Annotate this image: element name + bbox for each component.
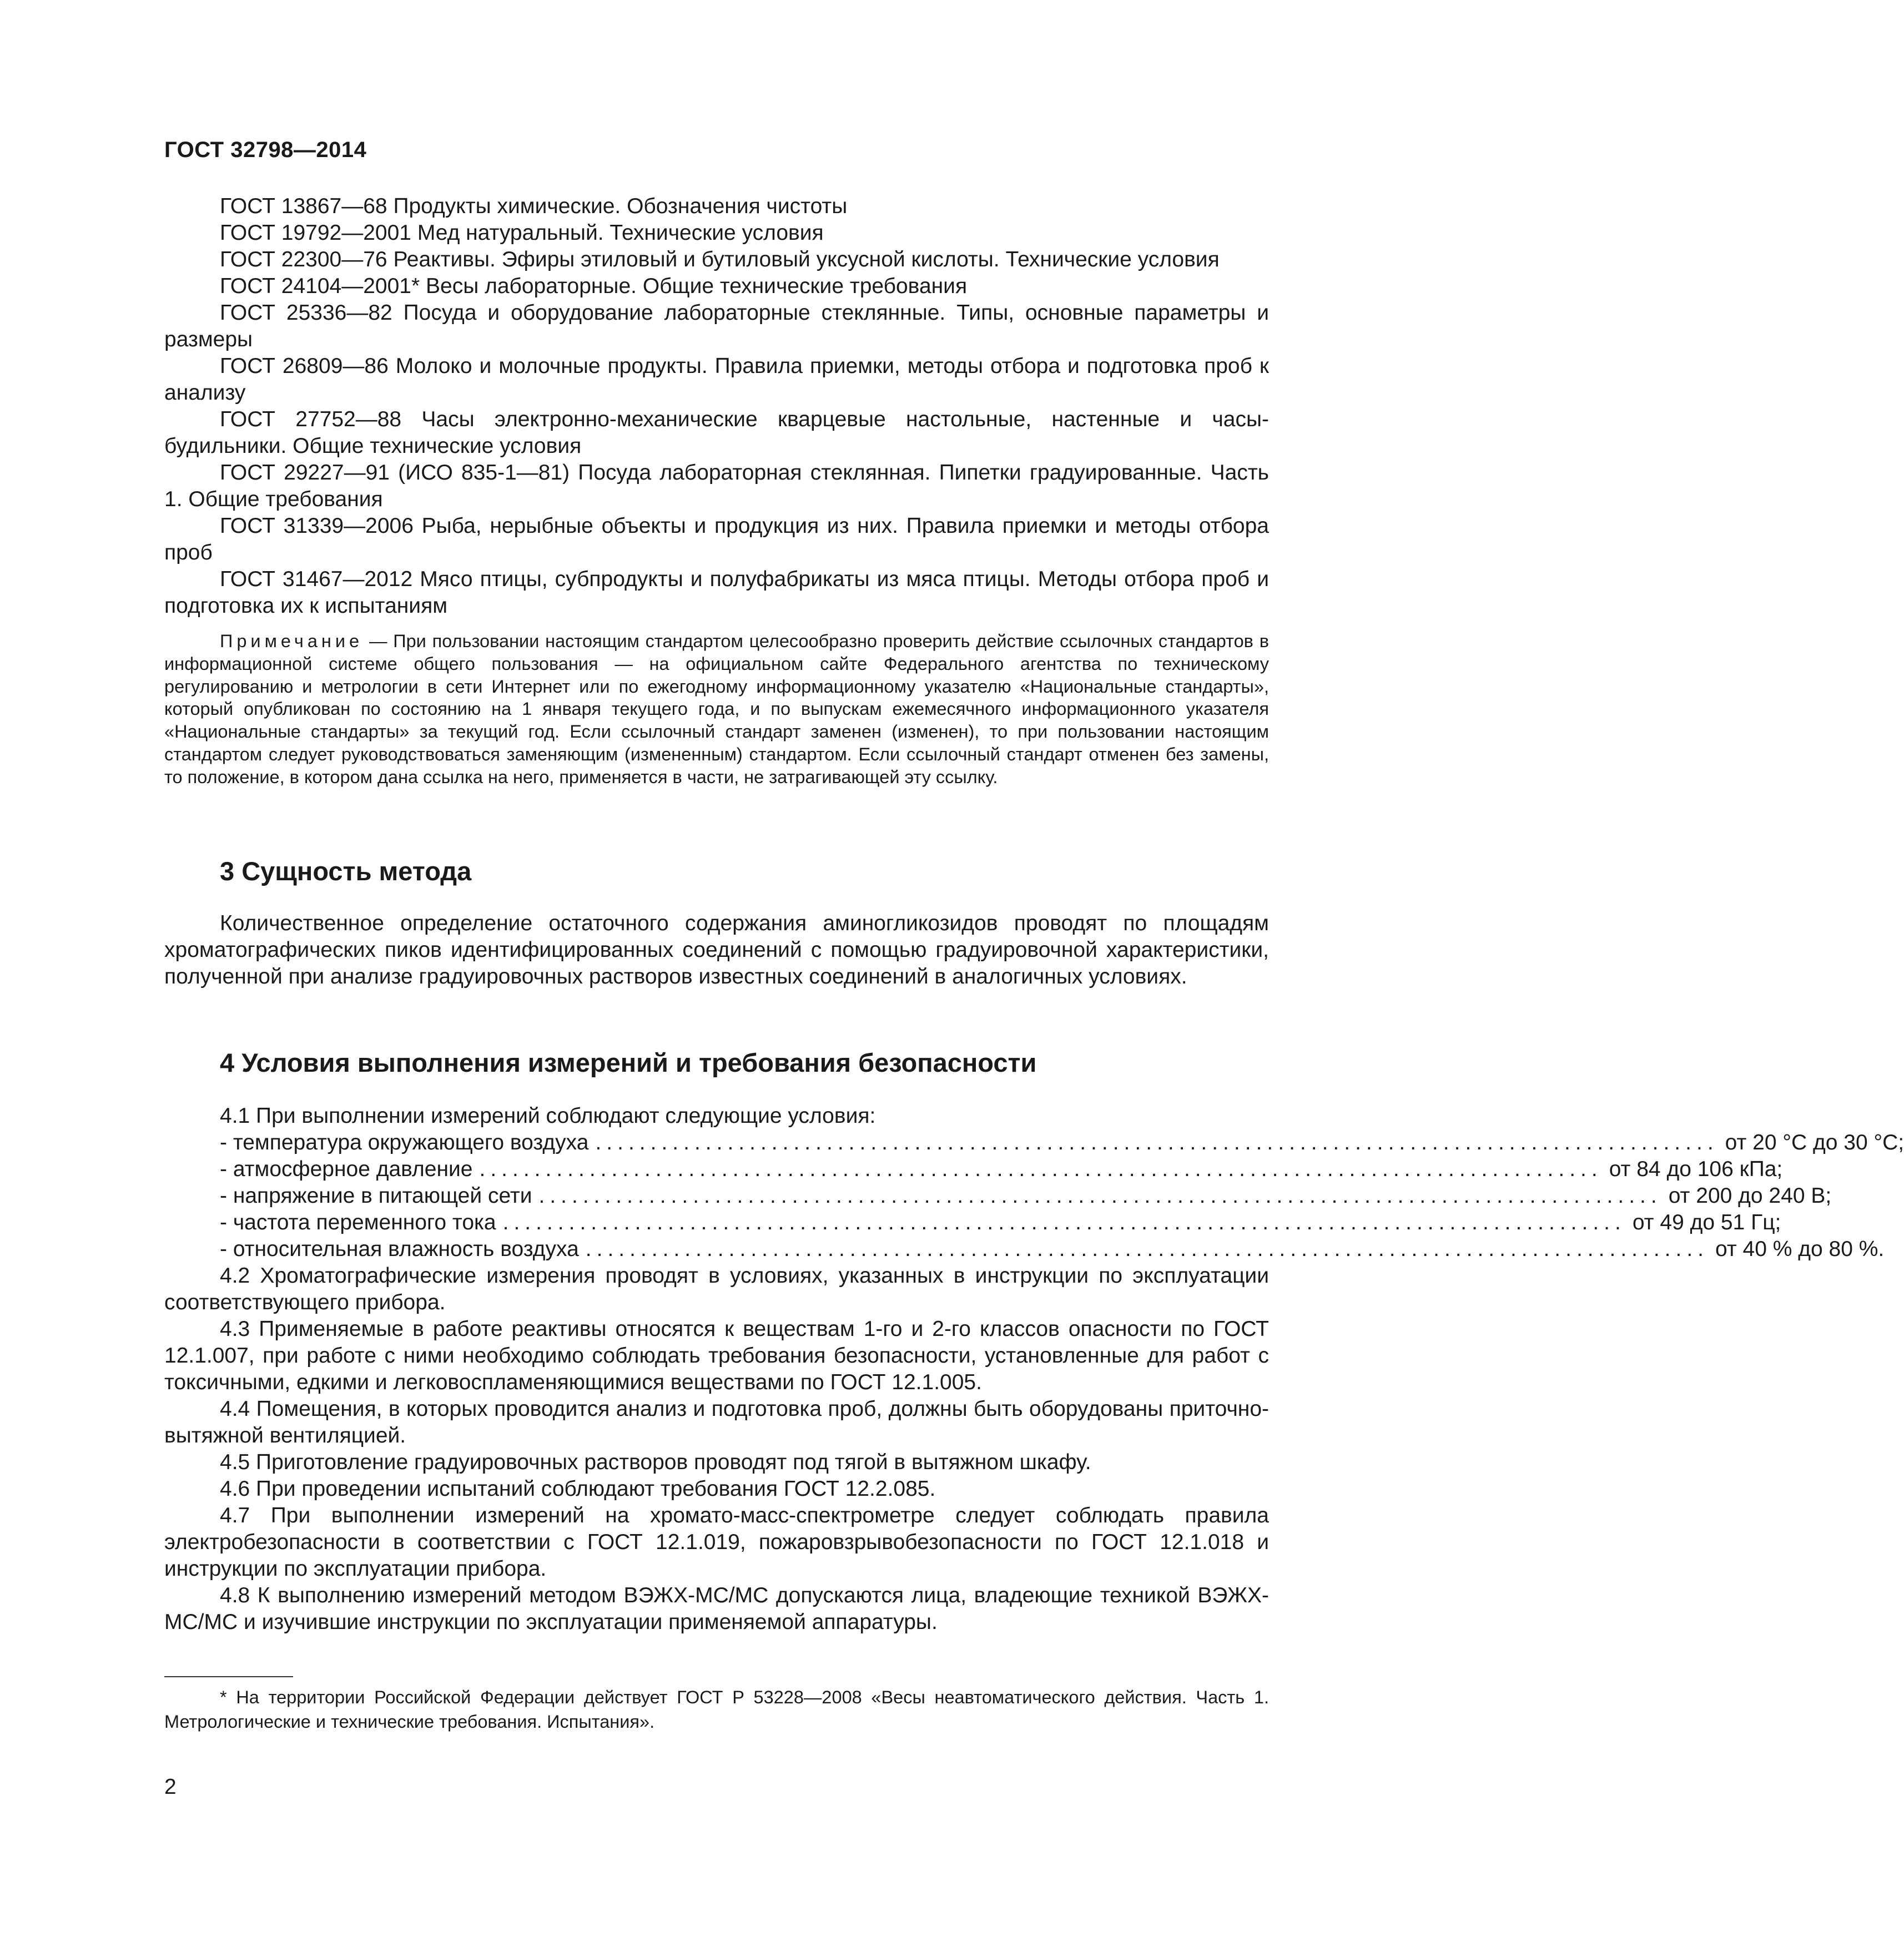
condition-row bbox=[164, 1129, 1904, 1156]
reference-item: ГОСТ 31339—2006 Рыба, нерыбные объекты и продукция из них. Правила приемки и методы отбора проб bbox=[164, 514, 1269, 564]
section-3-body bbox=[164, 910, 1269, 990]
condition-row bbox=[164, 1236, 1885, 1263]
section-4-paragraph: 4.2 Хроматографические измерения проводят в условиях, указанных в инструкции по эксплуатации соответствующего прибора. bbox=[164, 1264, 1269, 1314]
section-4-paragraph: 4.8 К выполнению измерений методом ВЭЖХ-МС/МС допускаются лица, владеющие техникой ВЭЖХ-МС/МС и изучившие инструкции по эксплуатации применяемой аппаратуры. bbox=[164, 1583, 1269, 1634]
condition-value: от 20 °С до 30 °С; bbox=[1725, 1131, 1904, 1154]
document-code-header: ГОСТ 32798—2014 bbox=[164, 138, 367, 162]
condition-value: от 40 % до 80 %. bbox=[1715, 1237, 1885, 1261]
reference-item: ГОСТ 13867—68 Продукты химические. Обозначения чистоты bbox=[220, 194, 848, 218]
section-4-title: 4 Условия выполнения измерений и требования безопасности bbox=[220, 1048, 1037, 1077]
note-label: Примечание bbox=[220, 631, 364, 651]
dot-leader: ...................................................................................................... bbox=[479, 1157, 1603, 1181]
section-4-paragraph: 4.4 Помещения, в которых проводится анализ и подготовка проб, должны быть оборудованы приточно-вытяжной вентиляцией. bbox=[164, 1397, 1269, 1447]
note-text: — При пользовании настоящим стандартом целесообразно проверить действие ссылочных стандартов в информационной системе общего пользования — на официальном сайте Федерального агентства по техническому регулированию и метрологии в сети Интернет или по ежегодному информационному указателю «Национальные стандарты», который опубликован по состоянию на 1 января текущего года, и по выпускам ежемесячного информационного указателя «Национальные стандарты» за текущий год. Если ссылочный стандарт заменен (изменен), то при пользовании настоящим стандартом следует руководствоваться заменяющим (измененным) стандартом. Если ссылочный стандарт отменен без замены, то положение, в котором дана ссылка на него, применяется в части, не затрагивающей эту ссылку. bbox=[164, 631, 1269, 787]
condition-row bbox=[164, 1183, 1832, 1209]
section-4-paragraph: 4.6 При проведении испытаний соблюдают требования ГОСТ 12.2.085. bbox=[220, 1477, 936, 1501]
page-number: 2 bbox=[164, 1775, 177, 1799]
dot-leader: ...................................................................................................... bbox=[502, 1210, 1626, 1234]
footnote: * На территории Российской Федерации действует ГОСТ Р 53228—2008 «Весы неавтоматического действия. Часть 1. Метрологические и технические требования. Испытания». bbox=[164, 1687, 1269, 1732]
reference-item: ГОСТ 31467—2012 Мясо птицы, субпродукты и полуфабрикаты из мяса птицы. Методы отбора проб и подготовка их к испытаниям bbox=[164, 567, 1269, 618]
footnote-divider bbox=[164, 1676, 293, 1677]
reference-item: ГОСТ 27752—88 Часы электронно-механические кварцевые настольные, настенные и часы-будильники. Общие технические условия bbox=[164, 407, 1269, 458]
dot-leader: ...................................................................................................... bbox=[585, 1237, 1709, 1261]
reference-item: ГОСТ 24104—2001* Весы лабораторные. Общие технические требования bbox=[220, 274, 968, 298]
condition-label: - напряжение в питающей сети bbox=[220, 1184, 532, 1208]
reference-list bbox=[164, 193, 1269, 619]
section-3-paragraph: Количественное определение остаточного содержания аминогликозидов проводят по площадям хроматографических пиков идентифицированных соединений с помощью градуировочной характеристики, полученной при анализе градуировочных растворов известных соединений в аналогичных условиях. bbox=[164, 911, 1269, 988]
dot-leader: ...................................................................................................... bbox=[538, 1184, 1662, 1208]
reference-item: ГОСТ 19792—2001 Мед натуральный. Технические условия bbox=[220, 221, 824, 245]
section-4-paragraph: 4.5 Приготовление градуировочных растворов проводят под тягой в вытяжном шкафу. bbox=[220, 1450, 1091, 1474]
reference-item: ГОСТ 25336—82 Посуда и оборудование лабораторные стеклянные. Типы, основные параметры и размеры bbox=[164, 301, 1269, 351]
condition-value: от 49 до 51 Гц; bbox=[1632, 1210, 1781, 1234]
section-4-intro: 4.1 При выполнении измерений соблюдают следующие условия: bbox=[220, 1104, 876, 1128]
section-4-paragraph: 4.3 Применяемые в работе реактивы относятся к веществам 1-го и 2-го классов опасности по ГОСТ 12.1.007, при работе с ними необходимо соблюдать требования безопасности, установленные для работ с токсичными, едкими и легковоспламеняющимися веществами по ГОСТ 12.1.005. bbox=[164, 1317, 1269, 1394]
reference-item: ГОСТ 22300—76 Реактивы. Эфиры этиловый и бутиловый уксусной кислоты. Технические условия bbox=[220, 248, 1220, 271]
section-4-body bbox=[164, 1103, 1904, 1636]
dot-leader: ...................................................................................................... bbox=[595, 1131, 1719, 1154]
condition-label: - атмосферное давление bbox=[220, 1157, 473, 1181]
section-4-paragraph: 4.7 При выполнении измерений на хромато-масс-спектрометре следует соблюдать правила электробезопасности в соответствии с ГОСТ 12.1.019, пожаровзрывобезопасности по ГОСТ 12.1.018 и инструкции по эксплуатации прибора. bbox=[164, 1504, 1269, 1581]
reference-item: ГОСТ 26809—86 Молоко и молочные продукты. Правила приемки, методы отбора и подготовка проб к анализу bbox=[164, 354, 1269, 405]
condition-label: - относительная влажность воздуха bbox=[220, 1237, 579, 1261]
condition-value: от 200 до 240 В; bbox=[1668, 1184, 1832, 1208]
condition-label: - частота переменного тока bbox=[220, 1210, 496, 1234]
section-3-title: 3 Сущность метода bbox=[220, 856, 472, 886]
reference-item: ГОСТ 29227—91 (ИСО 835-1—81) Посуда лабораторная стеклянная. Пипетки градуированные. Часть 1. Общие требования bbox=[164, 461, 1269, 511]
condition-label: - температура окружающего воздуха bbox=[220, 1131, 589, 1154]
condition-value: от 84 до 106 кПа; bbox=[1609, 1157, 1783, 1181]
note-block bbox=[164, 630, 1269, 789]
condition-row bbox=[164, 1209, 1781, 1236]
condition-row bbox=[164, 1156, 1783, 1183]
